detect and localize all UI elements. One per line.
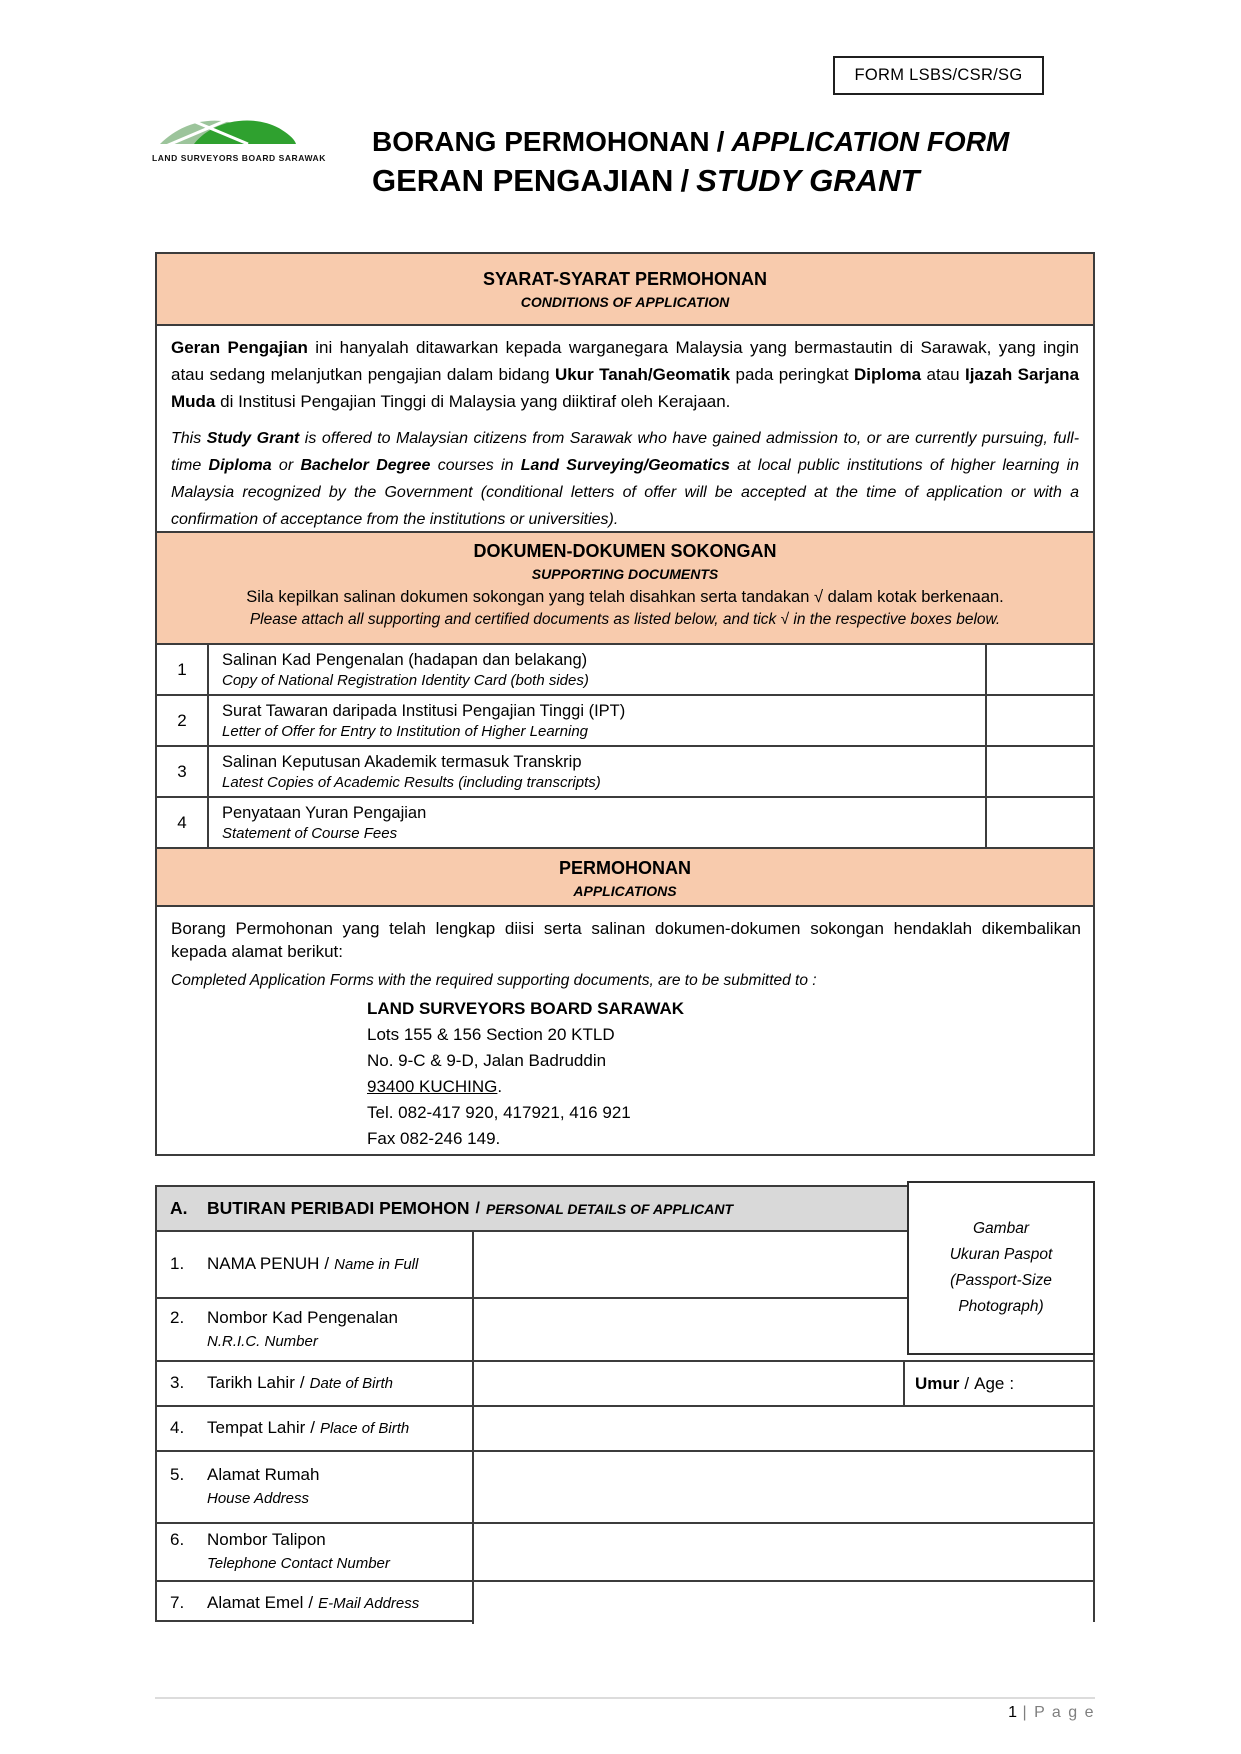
row-label — [157, 1232, 472, 1297]
row-label — [157, 1524, 472, 1580]
applications-paragraph-my: Borang Permohonan yang telah lengkap diisi serta salinan dokumen-dokumen sokongan hendaklah dikembalikan kepada alamat berikut: — [171, 919, 1081, 961]
photo-box-line-2: Ukuran Paspot — [949, 1246, 1053, 1263]
form-code-text: FORM LSBS/CSR/SG — [854, 66, 1023, 84]
row-label — [157, 1407, 472, 1450]
form-title — [372, 126, 1009, 158]
document-row-2 — [157, 694, 1093, 745]
house-address-input-cell[interactable] — [472, 1452, 1093, 1522]
page-footer — [1008, 1704, 1095, 1722]
label-en: N.R.I.C. Number — [207, 1332, 318, 1350]
telephone-input-cell[interactable] — [472, 1524, 1093, 1580]
row-date-of-birth — [157, 1360, 1093, 1405]
document-label-my: Penyataan Yuran Pengajian — [222, 804, 427, 822]
label-en: Place of Birth — [320, 1420, 410, 1437]
label-en: Name in Full — [334, 1256, 419, 1273]
row-place-of-birth — [157, 1405, 1093, 1450]
age-label-en: Age — [974, 1373, 1005, 1393]
form-titles — [372, 126, 1009, 199]
section-title-en: PERSONAL DETAILS OF APPLICANT — [485, 1200, 734, 1217]
label-slash: / — [310, 1418, 316, 1437]
row-email — [157, 1580, 1093, 1624]
row-number: 5. — [170, 1465, 185, 1484]
document-label-en: Latest Copies of Academic Results (including transcripts) — [222, 774, 601, 791]
document-label-en: Copy of National Registration Identity Card (both sides) — [222, 672, 589, 689]
row-label — [157, 1299, 472, 1360]
address-city — [367, 1074, 1081, 1100]
document-row-4 — [157, 796, 1093, 847]
conditions-body — [157, 324, 1093, 531]
conditions-paragraph-my: Geran Pengajian ini hanyalah ditawarkan kepada warganegara Malaysia yang bermastautin di Sarawak, yang ingin atau sedang melanjutkan pengajian dalam bidang Ukur Tanah/Geomatik pada peringkat Diploma atau Ijazah Sarjana Muda di Institusi Pengajian Tinggi di Malaysia yang diiktiraf oleh Kerajaan. — [171, 338, 1080, 411]
tick-box-4[interactable] — [985, 798, 1093, 847]
label-en: E-Mail Address — [318, 1594, 420, 1612]
row-number: 6. — [170, 1530, 185, 1549]
form-subtitle — [372, 163, 1009, 199]
label-my: Nombor Talipon — [207, 1530, 326, 1549]
logo-caption: LAND SURVEYORS BOARD SARAWAK — [152, 153, 326, 163]
conditions-title-en: CONDITIONS OF APPLICATION — [520, 294, 730, 310]
row-label — [157, 1582, 472, 1624]
document-description — [209, 798, 985, 847]
documents-instruction-my: Sila kepilkan salinan dokumen sokongan yang telah disahkan serta tandakan √ dalam kotak berkenaan. — [246, 588, 1004, 606]
section-title-my: BUTIRAN PERIBADI PEMOHON — [207, 1198, 470, 1218]
applications-header — [157, 847, 1093, 905]
document-row-1 — [157, 643, 1093, 694]
document-number: 2 — [157, 696, 209, 745]
address-line-2: No. 9-C & 9-D, Jalan Badruddin — [367, 1051, 607, 1070]
photo-box[interactable] — [907, 1181, 1095, 1355]
form-subtitle-my: GERAN PENGAJIAN — [372, 163, 674, 198]
label-slash: / — [308, 1592, 314, 1612]
photo-box-line-4: Photograph) — [958, 1298, 1044, 1315]
document-label-my: Surat Tawaran daripada Institusi Pengajian Tinggi (IPT) — [222, 702, 626, 720]
label-en: Telephone Contact Number — [207, 1555, 390, 1572]
address-city-period: . — [497, 1077, 503, 1096]
document-label-en: Letter of Offer for Entry to Institution of Higher Learning — [222, 723, 589, 740]
applications-paragraph-en: Completed Application Forms with the required supporting documents, are to be submitted to : — [171, 972, 817, 989]
section-title-slash: / — [475, 1199, 480, 1217]
label-my: NAMA PENUH — [207, 1254, 320, 1273]
document-description — [209, 747, 985, 796]
document-description — [209, 696, 985, 745]
age-label-my: Umur — [915, 1373, 960, 1393]
lsbs-logo-icon — [156, 112, 316, 152]
email-input-cell[interactable] — [472, 1582, 1093, 1624]
row-number: 4. — [170, 1418, 185, 1437]
row-number: 2. — [170, 1307, 185, 1327]
row-telephone — [157, 1522, 1093, 1580]
address-city-underlined: 93400 KUCHING — [367, 1077, 498, 1096]
label-slash: / — [324, 1254, 330, 1273]
document-number: 1 — [157, 645, 209, 694]
date-of-birth-input-cell[interactable] — [472, 1362, 903, 1405]
address-line-1: Lots 155 & 156 Section 20 KTLD — [367, 1025, 615, 1044]
tick-box-2[interactable] — [985, 696, 1093, 745]
title-slash: / — [716, 126, 725, 157]
form-title-my: BORANG PERMOHONAN — [372, 126, 710, 157]
applications-body — [157, 905, 1093, 1156]
document-label-my: Salinan Kad Pengenalan (hadapan dan belakang) — [222, 651, 588, 669]
form-code-box — [833, 56, 1044, 95]
label-my: Tarikh Lahir — [207, 1373, 295, 1392]
label-slash: / — [299, 1373, 305, 1392]
tick-box-1[interactable] — [985, 645, 1093, 694]
age-colon: : — [1009, 1373, 1015, 1393]
subtitle-slash: / — [680, 163, 690, 198]
lsbs-logo — [152, 112, 326, 163]
document-row-3 — [157, 745, 1093, 796]
photo-box-line-1: Gambar — [973, 1220, 1029, 1237]
applications-title-my: PERMOHONAN — [558, 858, 691, 878]
footer-divider — [155, 1697, 1095, 1699]
address-name: LAND SURVEYORS BOARD SARAWAK — [367, 999, 685, 1018]
document-label-en: Statement of Course Fees — [222, 825, 398, 842]
age-slash: / — [964, 1373, 970, 1393]
document-label-my: Salinan Keputusan Akademik termasuk Transkrip — [222, 753, 582, 771]
documents-title-my: DOKUMEN-DOKUMEN SOKONGAN — [473, 541, 777, 561]
applications-title-en: APPLICATIONS — [573, 883, 677, 899]
label-my: Alamat Rumah — [207, 1465, 320, 1484]
address-tel: Tel. 082-417 920, 417921, 416 921 — [367, 1103, 631, 1122]
row-number: 3. — [170, 1373, 185, 1392]
form-title-en: APPLICATION FORM — [731, 126, 1010, 157]
photo-box-line-3: (Passport-Size — [950, 1272, 1052, 1289]
board-address — [367, 996, 1081, 1152]
document-number: 3 — [157, 747, 209, 796]
age-cell[interactable] — [903, 1362, 1093, 1405]
info-table — [155, 252, 1095, 1156]
section-letter: A. — [170, 1198, 188, 1218]
address-fax: Fax 082-246 149. — [367, 1129, 501, 1148]
form-subtitle-en: STUDY GRANT — [696, 163, 920, 198]
row-number: 7. — [170, 1592, 185, 1612]
tick-box-3[interactable] — [985, 747, 1093, 796]
documents-instruction-en: Please attach all supporting and certified documents as listed below, and tick √ in the respective boxes below. — [249, 611, 1001, 628]
document-description — [209, 645, 985, 694]
label-my: Tempat Lahir — [207, 1418, 306, 1437]
conditions-paragraph-en: This Study Grant is offered to Malaysian citizens from Sarawak who have gained admission to, or are currently pursuing, full-time Diploma or Bachelor Degree courses in Land Surveying/Geomatics at local public institutions of higher learning in Malaysia recognized by the Government (conditional letters of offer will be accepted at the time of application or with a confirmation of acceptance from the institutions or universities). — [171, 430, 1080, 528]
page-number: 1 — [1008, 1704, 1019, 1721]
label-en: House Address — [207, 1490, 309, 1507]
conditions-title-my: SYARAT-SYARAT PERMOHONAN — [482, 269, 768, 289]
row-label — [157, 1452, 472, 1522]
documents-header — [157, 531, 1093, 643]
row-house-address — [157, 1450, 1093, 1522]
row-label — [157, 1362, 472, 1405]
personal-details-section — [155, 1185, 1095, 1622]
label-my: Nombor Kad Pengenalan — [207, 1307, 398, 1327]
row-number: 1. — [170, 1254, 185, 1273]
conditions-header — [157, 254, 1093, 324]
place-of-birth-input-cell[interactable] — [472, 1407, 1093, 1450]
label-my: Alamat Emel — [207, 1592, 304, 1612]
documents-title-en: SUPPORTING DOCUMENTS — [531, 566, 719, 582]
label-en: Date of Birth — [309, 1375, 393, 1392]
document-number: 4 — [157, 798, 209, 847]
page-label: | P a g e — [1022, 1704, 1095, 1721]
